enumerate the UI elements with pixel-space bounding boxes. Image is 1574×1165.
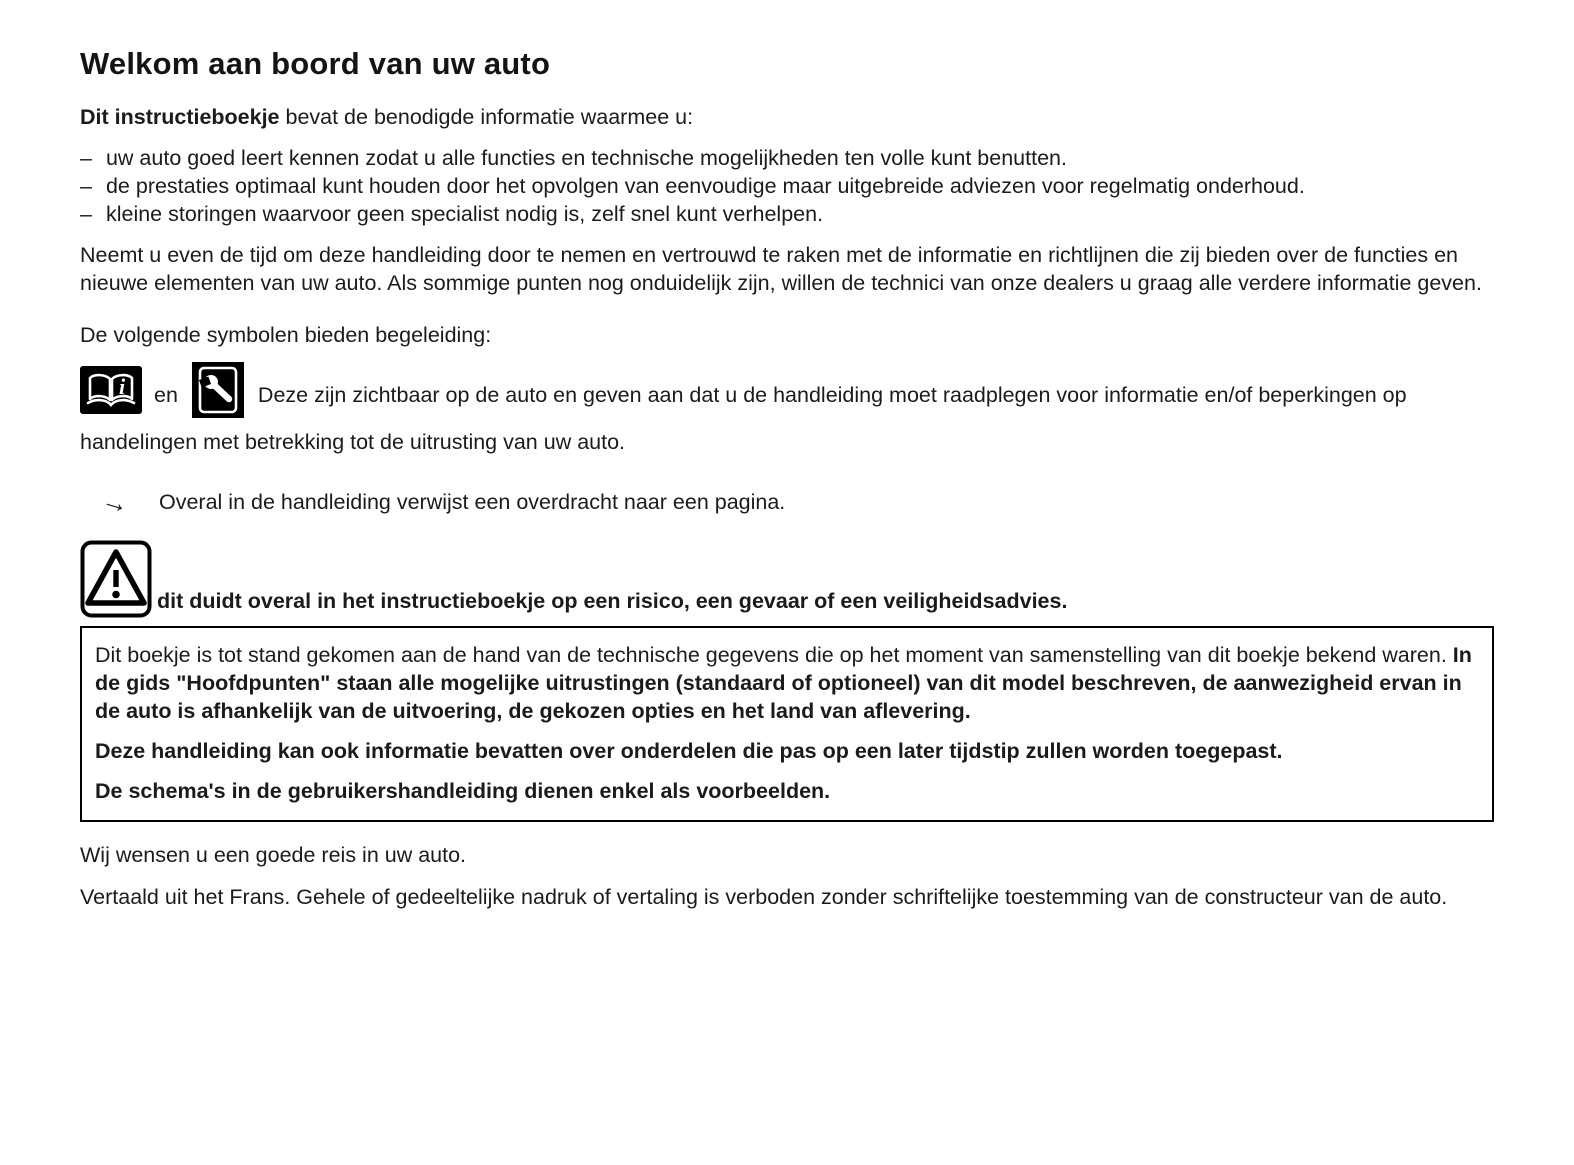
warning-triangle-icon <box>80 540 152 618</box>
notice-paragraph-2: Deze handleiding kan ook informatie bevatten over onderdelen die pas op een later tijdstip zullen worden toegepast. <box>95 739 1283 763</box>
notice-p1-bold: In de gids "Hoofdpunten" staan alle mogelijke uitrustingen (standaard of optioneel) van dit model beschreven, de aanwezigheid ervan in de auto is afhankelijk van de uitvoering, de gekozen opties en het land van aflevering. <box>95 643 1472 723</box>
safety-warning-text: dit duidt overal in het instructieboekje op een risico, een gevaar of een veiligheidsadvies. <box>157 589 1068 613</box>
translation-notice: Vertaald uit het Frans. Gehele of gedeeltelijke nadruk of vertaling is verboden zonder schriftelijke toestemming van de constructeur van de auto. <box>80 885 1448 909</box>
svg-text:i: i <box>118 374 126 399</box>
safety-warning-row <box>80 540 1494 618</box>
list-item <box>80 200 1494 228</box>
arrow-right-icon: → <box>98 483 133 520</box>
notice-paragraph-1 <box>95 641 1477 725</box>
page-title: Welkom aan boord van uw auto <box>80 46 551 81</box>
manual-wrench-symbol-paragraph <box>80 365 1494 456</box>
wrench-icon <box>192 362 244 425</box>
manual-wrench-symbol-text: Deze zijn zichtbaar op de auto en geven aan dat u de handleiding moet raadplegen voor informatie en/of beperkingen op handelingen met betrekking tot de uitrusting van uw auto. <box>80 383 1407 454</box>
bullet-text: kleine storingen waarvoor geen specialist nodig is, zelf snel kunt verhelpen. <box>105 202 824 226</box>
page-reference-row <box>80 483 1494 520</box>
bullet-dash: – <box>80 146 92 170</box>
open-book-info-icon <box>80 366 142 421</box>
list-item <box>80 172 1494 200</box>
feature-bullet-list <box>80 144 1494 228</box>
intro-paragraph <box>80 103 1494 131</box>
bullet-dash: – <box>80 174 92 198</box>
bullet-dash: – <box>80 202 92 226</box>
bullet-text: de prestaties optimaal kunt houden door het opvolgen van eenvoudige maar uitgebreide adviezen voor regelmatig onderhoud. <box>105 174 1305 198</box>
page-reference-text: Overal in de handleiding verwijst een overdracht naar een pagina. <box>159 490 786 514</box>
bullet-text: uw auto goed leert kennen zodat u alle functies en technische mogelijkheden ten volle kunt benutten. <box>105 146 1067 170</box>
symbols-intro: De volgende symbolen bieden begeleiding: <box>80 323 492 347</box>
closing-wish: Wij wensen u een goede reis in uw auto. <box>80 843 467 867</box>
notice-p1-regular: Dit boekje is tot stand gekomen aan de hand van de technische gegevens die op het moment van samenstelling van dit boekje bekend waren. <box>95 643 1453 667</box>
notice-box <box>80 626 1494 822</box>
list-item <box>80 144 1494 172</box>
symbol-conjunction: en <box>154 383 178 408</box>
notice-paragraph-3: De schema's in de gebruikershandleiding dienen enkel als voorbeelden. <box>95 779 831 803</box>
take-time-paragraph: Neemt u even de tijd om deze handleiding door te nemen en vertrouwd te raken met de informatie en richtlijnen die zij bieden over de functies en nieuwe elementen van uw auto. Als sommige punten nog onduidelijk zijn, willen de technici van onze dealers u graag alle verdere informatie geven. <box>80 243 1482 295</box>
intro-rest: bevat de benodigde informatie waarmee u: <box>279 105 694 129</box>
intro-bold-lead: Dit instructieboekje <box>80 105 280 129</box>
